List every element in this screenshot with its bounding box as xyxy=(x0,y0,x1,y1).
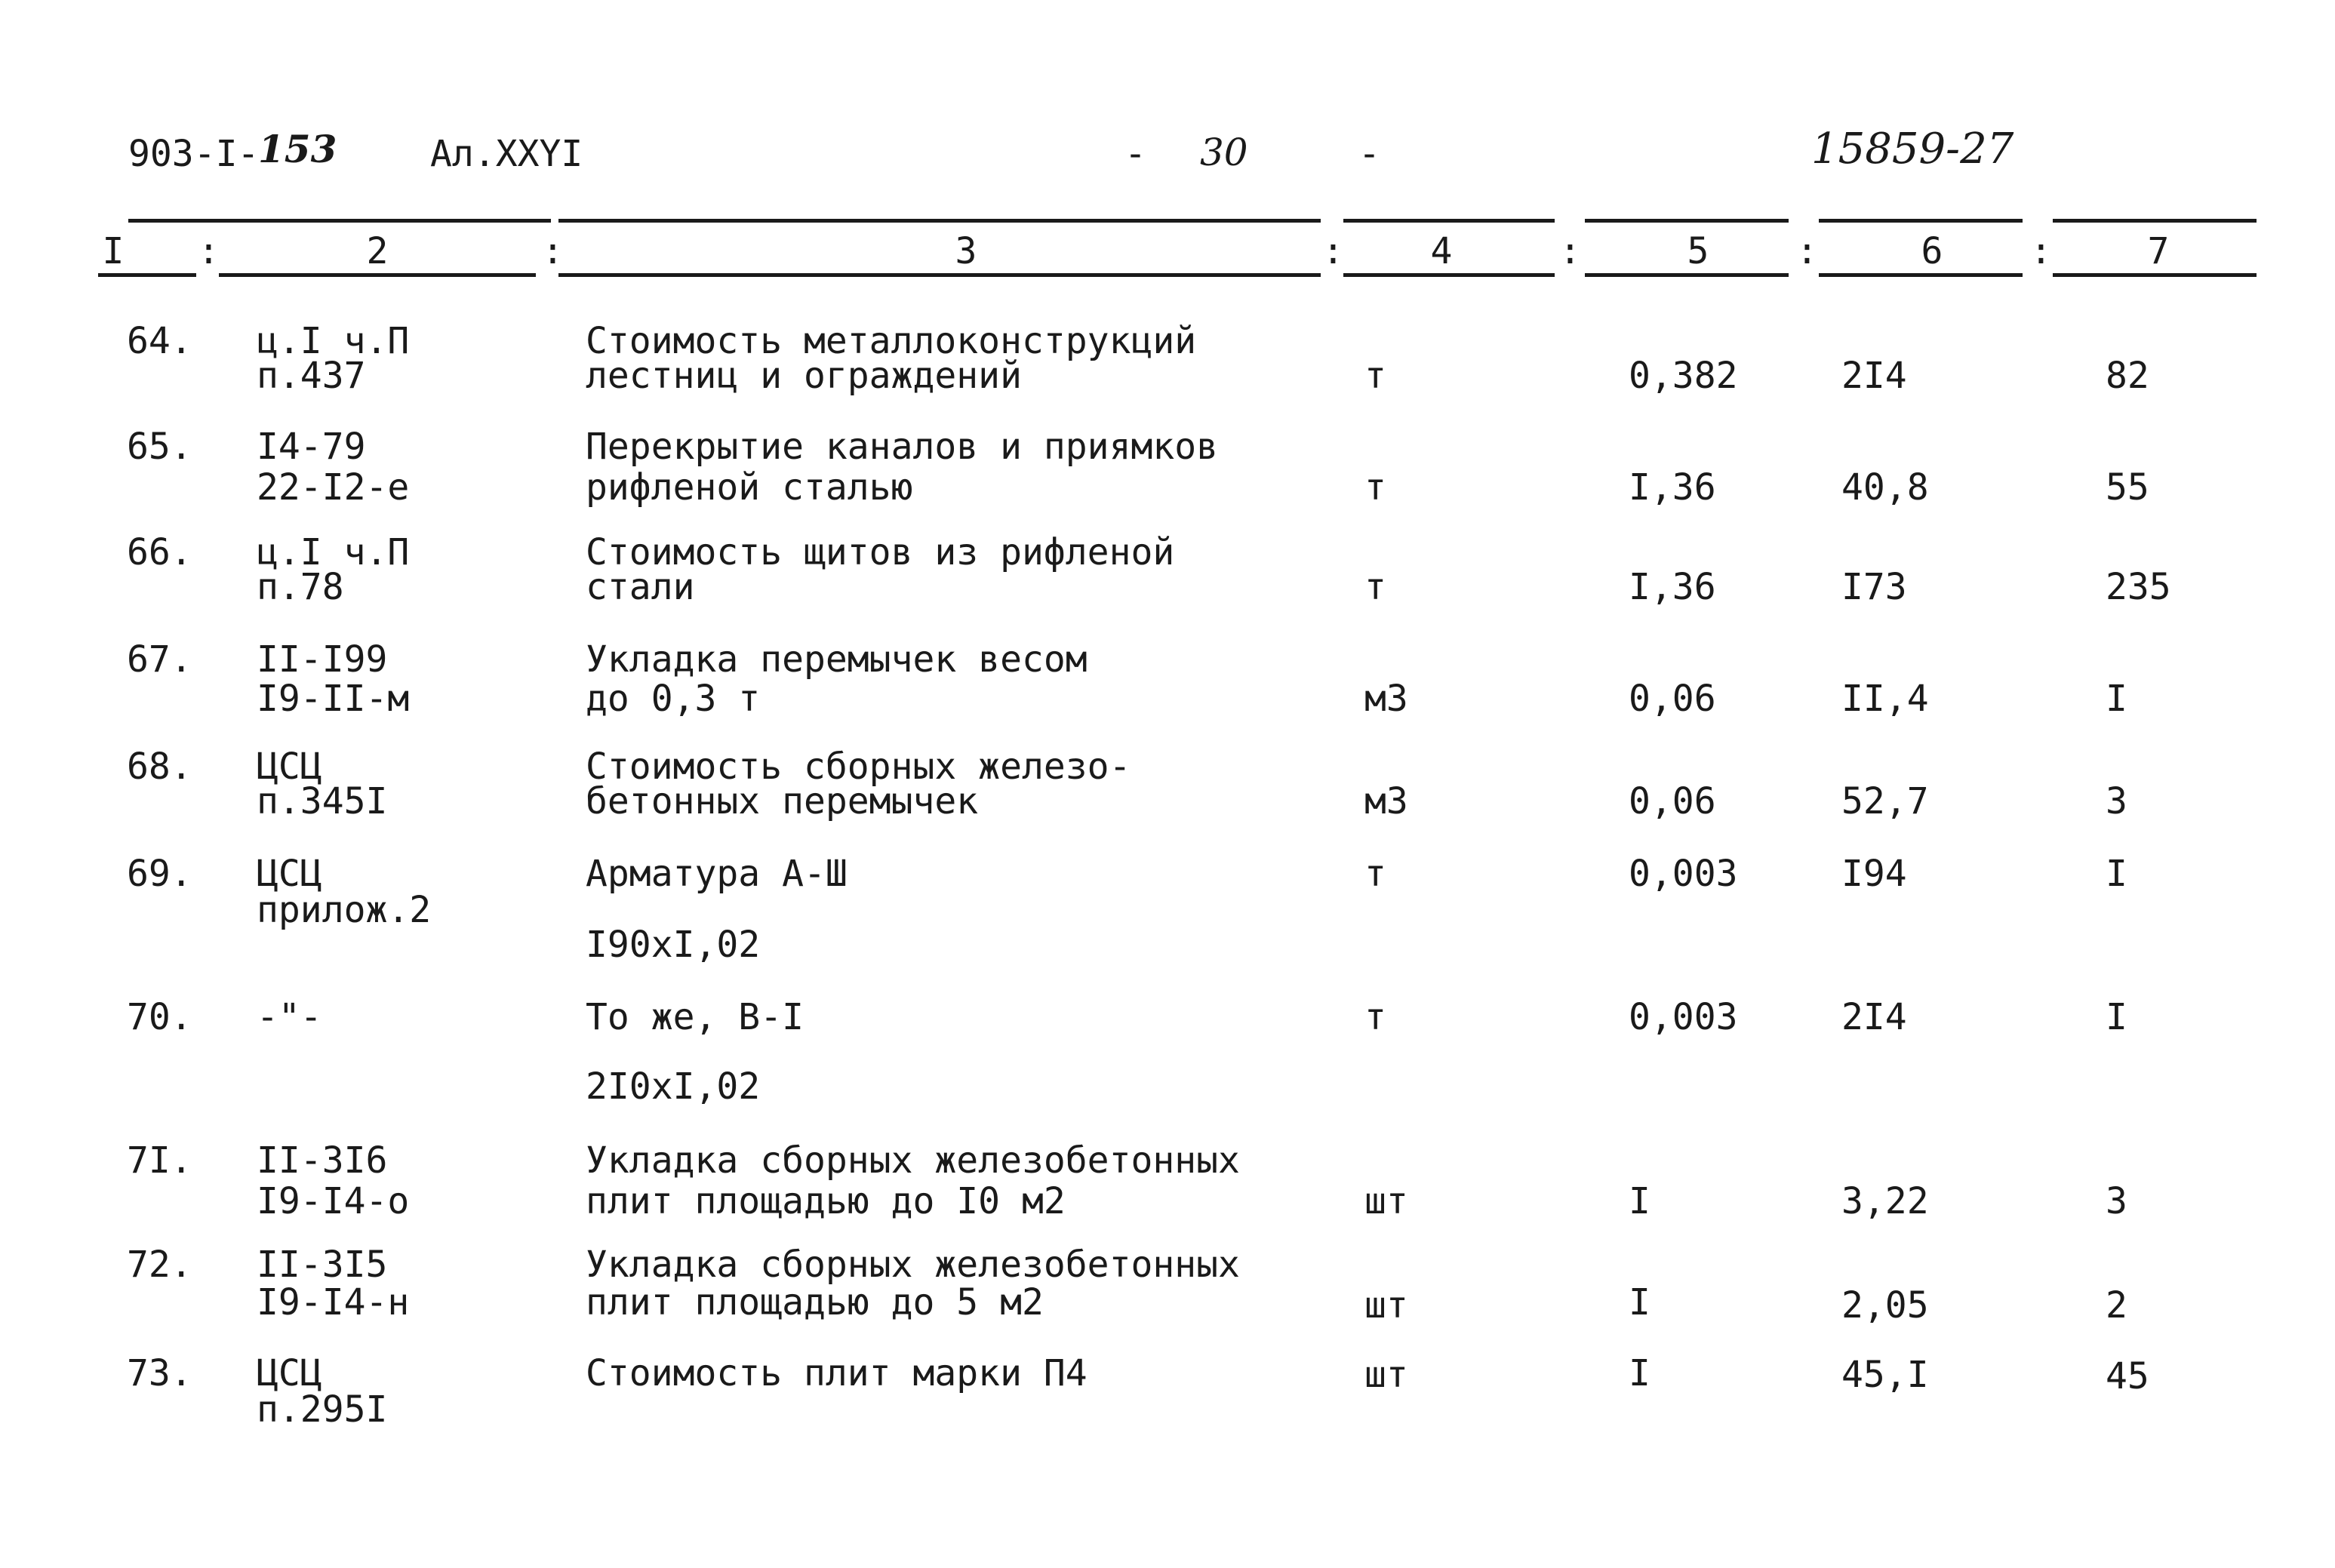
total: 45 xyxy=(2106,1355,2149,1397)
work-description: Стоимость металлоконструкций xyxy=(586,320,1197,362)
total: 82 xyxy=(2106,355,2149,397)
norm-code: I9-I4-о xyxy=(257,1180,410,1222)
unit-price: 3,22 xyxy=(1841,1180,1929,1222)
column-separator: : xyxy=(1796,230,1818,272)
header-top-rule-5 xyxy=(1819,219,2023,223)
norm-code: п.295I xyxy=(257,1388,388,1431)
column-header-3: 3 xyxy=(955,230,977,272)
unit: шт xyxy=(1364,1284,1408,1327)
column-header-2: 2 xyxy=(366,230,389,272)
column-separator: : xyxy=(2030,230,2052,272)
work-description: Стоимость сборных железо- xyxy=(586,746,1131,788)
work-description: стали xyxy=(586,566,695,608)
unit-price: I73 xyxy=(1841,566,1907,608)
header-top-rule-1 xyxy=(128,219,551,223)
work-description: плит площадью до 5 м2 xyxy=(586,1281,1044,1324)
row-number: 70. xyxy=(127,996,192,1038)
unit-price: II,4 xyxy=(1841,678,1929,720)
total: I xyxy=(2106,678,2127,720)
norm-code: I4-79 xyxy=(257,426,366,468)
norm-code: II-I99 xyxy=(257,638,388,681)
work-description: 2I0хI,02 xyxy=(586,1065,761,1108)
column-separator: : xyxy=(1559,230,1581,272)
work-description: лестниц и ограждений xyxy=(586,355,1022,397)
column-header-5: 5 xyxy=(1687,230,1709,272)
quantity: 0,003 xyxy=(1629,853,1738,895)
row-number: 68. xyxy=(127,746,192,788)
row-number: 67. xyxy=(127,638,192,681)
norm-code: ЦСЦ xyxy=(257,1352,322,1394)
norm-code: ЦСЦ xyxy=(257,853,322,895)
unit-price: 2,05 xyxy=(1841,1284,1929,1327)
row-number: 72. xyxy=(127,1244,192,1286)
work-description: Арматура А-Ш xyxy=(586,853,848,895)
work-description: Укладка перемычек весом xyxy=(586,638,1088,681)
header-top-rule-4 xyxy=(1585,219,1789,223)
work-description: То же, В-I xyxy=(586,996,804,1038)
work-description: Стоимость плит марки П4 xyxy=(586,1352,1088,1394)
norm-code: прилож.2 xyxy=(257,889,432,931)
page-dash-right: - xyxy=(1358,133,1380,175)
work-description: Укладка сборных железобетонных xyxy=(586,1139,1240,1182)
header-bottom-rule-7 xyxy=(2053,273,2257,277)
column-header-7: 7 xyxy=(2147,230,2170,272)
unit-price: 2I4 xyxy=(1841,355,1907,397)
total: 2 xyxy=(2106,1284,2127,1327)
row-number: 66. xyxy=(127,531,192,573)
unit: шт xyxy=(1364,1354,1408,1396)
work-description: Укладка сборных железобетонных xyxy=(586,1244,1240,1286)
norm-code: п.437 xyxy=(257,355,366,397)
column-separator: : xyxy=(542,230,564,272)
unit: т xyxy=(1364,466,1386,509)
column-header-6: 6 xyxy=(1921,230,1943,272)
row-number: 64. xyxy=(127,320,192,362)
quantity: I xyxy=(1629,1281,1650,1324)
document-code: 903-I- xyxy=(128,133,260,175)
work-description: до 0,3 т xyxy=(586,678,761,720)
quantity: I,36 xyxy=(1629,466,1716,509)
header-top-rule-2 xyxy=(558,219,1321,223)
work-description: Перекрытие каналов и приямков xyxy=(586,426,1219,468)
unit: т xyxy=(1364,566,1386,608)
column-separator: : xyxy=(198,230,220,272)
album-number: Ал.XXYI xyxy=(430,133,583,175)
work-description: I90хI,02 xyxy=(586,924,761,966)
norm-code: I9-II-м xyxy=(257,678,410,720)
header-bottom-rule-1 xyxy=(98,273,196,277)
total: I xyxy=(2106,853,2127,895)
header-bottom-rule-6 xyxy=(1819,273,2023,277)
norm-code: II-3I6 xyxy=(257,1139,388,1182)
work-description: бетонных перемычек xyxy=(586,780,979,822)
norm-code: 22-I2-е xyxy=(257,466,410,509)
unit: т xyxy=(1364,355,1386,397)
norm-code: ц.I ч.П xyxy=(257,531,410,573)
column-header-4: 4 xyxy=(1430,230,1453,272)
header-bottom-rule-4 xyxy=(1343,273,1555,277)
row-number: 7I. xyxy=(127,1139,192,1182)
norm-code: II-3I5 xyxy=(257,1244,388,1286)
header-bottom-rule-3 xyxy=(558,273,1321,277)
unit-price: I94 xyxy=(1841,853,1907,895)
header-top-rule-3 xyxy=(1343,219,1555,223)
norm-code: -"- xyxy=(257,996,322,1038)
total: I xyxy=(2106,996,2127,1038)
quantity: 0,06 xyxy=(1629,678,1716,720)
unit: шт xyxy=(1364,1180,1408,1222)
unit: м3 xyxy=(1364,780,1408,822)
header-top-rule-6 xyxy=(2053,219,2257,223)
header-bottom-rule-2 xyxy=(219,273,536,277)
norm-code: п.78 xyxy=(257,566,344,608)
header-bottom-rule-5 xyxy=(1585,273,1789,277)
total: 3 xyxy=(2106,780,2127,822)
total: 3 xyxy=(2106,1180,2127,1222)
unit: т xyxy=(1364,853,1386,895)
page-number: 30 xyxy=(1200,131,1248,174)
total: 235 xyxy=(2106,566,2171,608)
quantity: I,36 xyxy=(1629,566,1716,608)
total: 55 xyxy=(2106,466,2149,509)
unit: м3 xyxy=(1364,678,1408,720)
quantity: 0,382 xyxy=(1629,355,1738,397)
row-number: 69. xyxy=(127,853,192,895)
column-separator: : xyxy=(1322,230,1344,272)
norm-code: ЦСЦ xyxy=(257,746,322,788)
row-number: 65. xyxy=(127,426,192,468)
sheet-number: 15859-27 xyxy=(1811,125,2014,174)
unit-price: 2I4 xyxy=(1841,996,1907,1038)
unit-price: 52,7 xyxy=(1841,780,1929,822)
unit-price: 40,8 xyxy=(1841,466,1929,509)
row-number: 73. xyxy=(127,1352,192,1394)
unit-price: 45,I xyxy=(1841,1354,1929,1396)
page-dash-left: - xyxy=(1124,133,1146,175)
quantity: I xyxy=(1629,1180,1650,1222)
quantity: I xyxy=(1629,1352,1650,1394)
norm-code: I9-I4-н xyxy=(257,1281,410,1324)
work-description: рифленой сталью xyxy=(586,466,913,509)
quantity: 0,06 xyxy=(1629,780,1716,822)
column-header-1: I xyxy=(102,230,125,272)
unit: т xyxy=(1364,996,1386,1038)
work-description: Стоимость щитов из рифленой xyxy=(586,531,1175,573)
norm-code: п.345I xyxy=(257,780,388,822)
work-description: плит площадью до I0 м2 xyxy=(586,1180,1066,1222)
quantity: 0,003 xyxy=(1629,996,1738,1038)
norm-code: ц.I ч.П xyxy=(257,320,410,362)
document-code-handwritten: 153 xyxy=(258,127,337,171)
